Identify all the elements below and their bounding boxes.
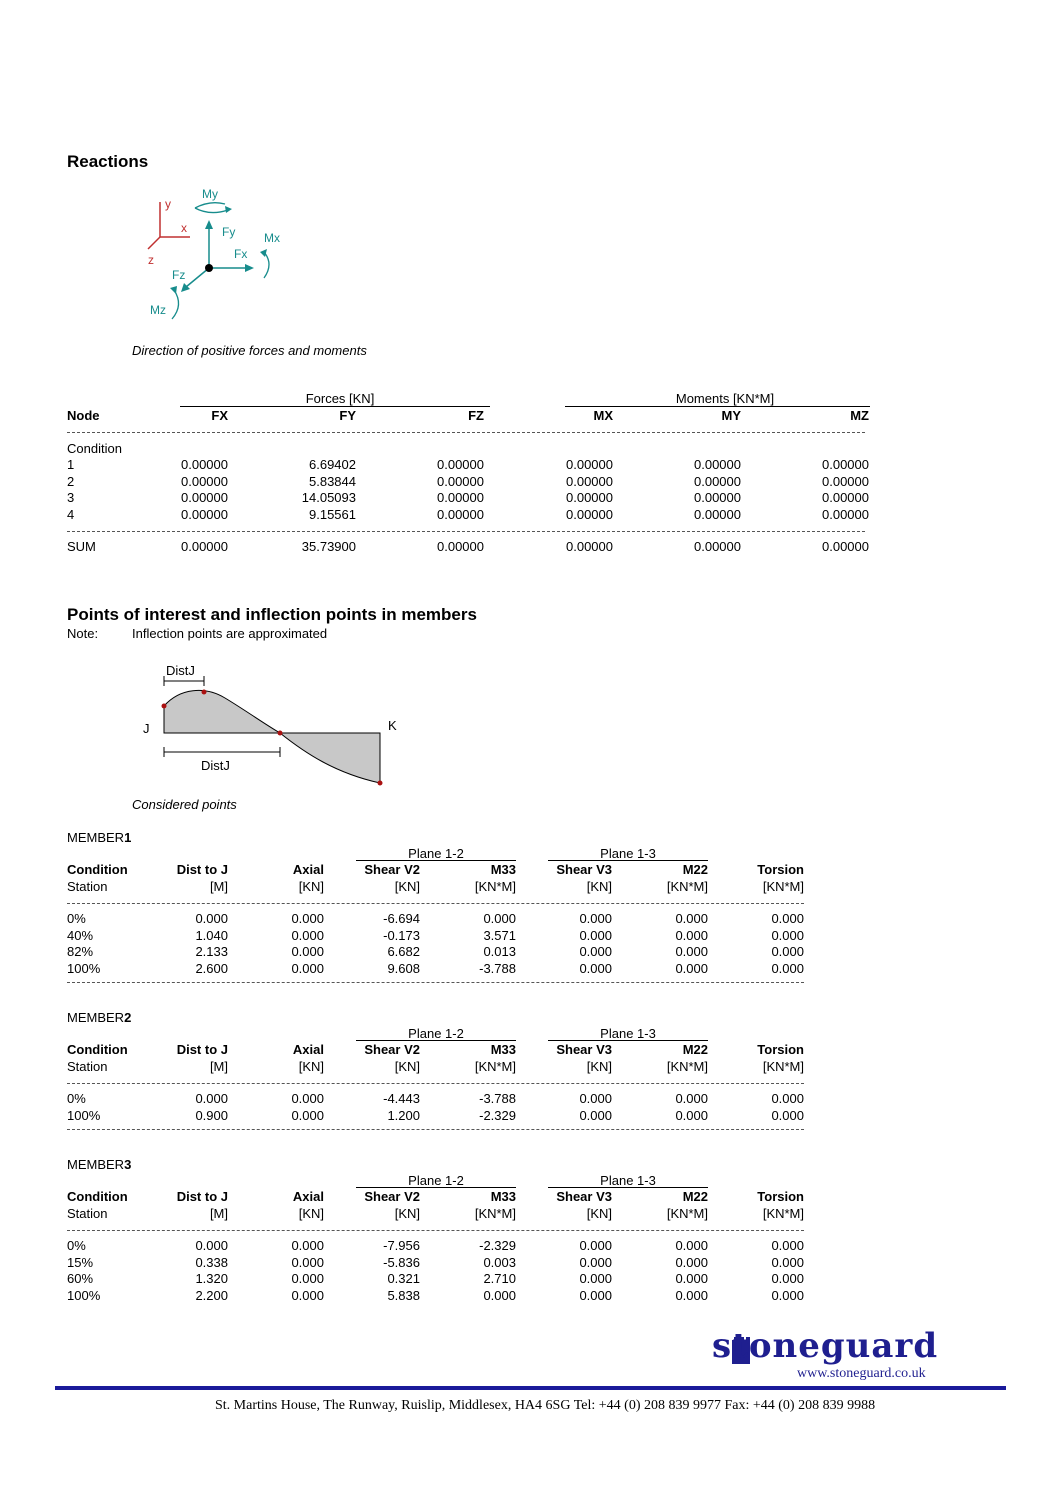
- mx-label: Mx: [264, 231, 280, 245]
- station: 100%: [67, 960, 101, 976]
- reaction-value: 0.00000: [822, 457, 869, 472]
- sum-label: SUM: [67, 539, 96, 554]
- member-value: 0.000: [291, 944, 324, 959]
- node-id: 3: [67, 490, 75, 505]
- header-col: Dist to J: [176, 1042, 228, 1057]
- member-value: 0.338: [195, 1254, 228, 1270]
- member-value: 1.200: [387, 1107, 420, 1123]
- member-value: 0.000: [771, 1287, 804, 1303]
- header-unit: [KN*M]: [474, 1206, 516, 1221]
- member-value: 1.040: [195, 927, 228, 943]
- reaction-value: 0.00000: [437, 506, 484, 522]
- header-col: Shear V2: [364, 1189, 420, 1204]
- member-value: 0.000: [579, 927, 612, 943]
- member-value: 0.000: [291, 911, 324, 926]
- reaction-value: 0.00000: [822, 506, 869, 522]
- member-label: [67, 830, 131, 846]
- reactions-title: Reactions: [67, 152, 149, 171]
- header-col: Dist to J: [176, 1189, 228, 1204]
- member-value: 2.133: [195, 944, 228, 959]
- station: 82%: [67, 944, 94, 959]
- station: 15%: [67, 1254, 94, 1270]
- member-value: 2.200: [195, 1287, 228, 1303]
- node-id: 2: [67, 473, 75, 489]
- header-my: MY: [721, 408, 741, 423]
- header-mz: MZ: [850, 408, 869, 423]
- fy-label: Fy: [222, 225, 236, 239]
- sum-value: 0.00000: [181, 539, 228, 554]
- member-value: -3.788: [479, 1091, 516, 1106]
- plane-1-2-header: Plane 1-2: [408, 1173, 464, 1188]
- reaction-value: 0.00000: [822, 490, 869, 505]
- member-value: 0.000: [483, 1287, 516, 1303]
- reaction-value: 0.00000: [181, 473, 228, 489]
- header-col: Shear V3: [556, 1042, 612, 1057]
- member-value: 0.000: [771, 927, 804, 943]
- member-value: -2.329: [479, 1238, 516, 1253]
- header-col: M22: [682, 1189, 708, 1204]
- forces-group-header: Forces [KN]: [305, 391, 375, 406]
- header-col: M33: [490, 1189, 516, 1204]
- reaction-value: 0.00000: [822, 473, 869, 489]
- station: 0%: [67, 1238, 86, 1253]
- member-value: 0.000: [771, 1107, 804, 1123]
- header-unit: [KN*M]: [666, 1059, 708, 1074]
- member-value: 0.000: [291, 1107, 324, 1123]
- station: 100%: [67, 1107, 101, 1123]
- sum-value: 0.00000: [694, 539, 741, 554]
- footer-divider: [55, 1386, 1006, 1390]
- header-node: Node: [67, 408, 100, 423]
- reaction-value: 0.00000: [437, 490, 484, 505]
- member-value: 9.608: [387, 960, 420, 976]
- header-col: Shear V2: [364, 862, 420, 877]
- reaction-value: 0.00000: [694, 490, 741, 505]
- mz-label: Mz: [150, 303, 166, 317]
- reaction-value: 0.00000: [437, 457, 484, 472]
- member-value: 0.000: [675, 1254, 708, 1270]
- header-unit: [KN]: [298, 1059, 324, 1074]
- footer-address: St. Martins House, The Runway, Ruislip, Middlesex, HA4 6SG Tel: +44 (0) 208 839 9977 Fax: +44 (0) 208 839 9988: [215, 1398, 876, 1413]
- member-value: 0.000: [771, 911, 804, 926]
- considered-points-diagram: [135, 658, 415, 793]
- member-label-text: MEMBER: [67, 830, 125, 845]
- header-fy: FY: [339, 408, 356, 423]
- member-number: 2: [124, 1010, 132, 1025]
- header-unit: [KN]: [586, 1206, 612, 1221]
- member-value: 0.000: [195, 1091, 228, 1106]
- header-col: M22: [682, 1042, 708, 1057]
- sum-value: 0.00000: [566, 539, 613, 554]
- reaction-value: 0.00000: [566, 506, 613, 522]
- header-col: Axial: [292, 862, 324, 877]
- header-unit: [KN]: [298, 1206, 324, 1221]
- header-col: M33: [490, 1042, 516, 1057]
- header-unit: [KN*M]: [762, 1059, 804, 1074]
- reaction-value: 0.00000: [566, 473, 613, 489]
- header-col: Shear V3: [556, 1189, 612, 1204]
- header-unit: [KN*M]: [762, 1206, 804, 1221]
- plane-1-3-header: Plane 1-3: [600, 846, 656, 861]
- member-value: 0.000: [195, 911, 228, 926]
- header-fx: FX: [211, 408, 228, 423]
- header-unit: [KN*M]: [762, 879, 804, 894]
- member-value: 0.003: [483, 1254, 516, 1270]
- member-value: 0.000: [771, 960, 804, 976]
- member-value: 0.000: [675, 1271, 708, 1286]
- member-value: 0.000: [195, 1238, 228, 1253]
- points-title: Points of interest and inflection points in members: [67, 605, 477, 624]
- my-label: My: [202, 187, 218, 201]
- member-value: 0.000: [675, 927, 708, 943]
- member-value: 0.000: [291, 960, 324, 976]
- reaction-value: 0.00000: [181, 506, 228, 522]
- member-value: 0.013: [483, 944, 516, 959]
- node-id: 4: [67, 506, 75, 522]
- member-label: [67, 1157, 131, 1173]
- reaction-value: 0.00000: [437, 473, 484, 489]
- reaction-value: 0.00000: [694, 457, 741, 472]
- force-direction-diagram: [140, 182, 300, 327]
- fz-label: Fz: [172, 268, 186, 282]
- station: 60%: [67, 1271, 94, 1286]
- header-col: Shear V3: [556, 862, 612, 877]
- header-unit: [KN]: [298, 879, 324, 894]
- sum-value: 35.73900: [301, 539, 356, 554]
- header-condition: Condition: [67, 1189, 128, 1204]
- j-label: J: [143, 721, 150, 736]
- node-id: 1: [67, 457, 75, 472]
- header-col: Torsion: [757, 1189, 804, 1204]
- member-value: -3.788: [479, 960, 516, 976]
- member-value: 0.000: [771, 1254, 804, 1270]
- reaction-value: 0.00000: [694, 506, 741, 522]
- header-station: Station: [67, 1059, 108, 1074]
- member-value: -5.836: [383, 1254, 420, 1270]
- reaction-value: 0.00000: [566, 490, 613, 505]
- member-value: 0.000: [579, 1287, 612, 1303]
- member-value: 0.000: [291, 1238, 324, 1253]
- plane-1-2-header: Plane 1-2: [408, 846, 464, 861]
- reaction-value: 0.00000: [181, 490, 228, 505]
- header-col: Torsion: [757, 1042, 804, 1057]
- station: 0%: [67, 911, 86, 926]
- reaction-value: 6.69402: [309, 457, 356, 472]
- fx-label: Fx: [234, 247, 248, 261]
- member-value: 0.000: [771, 1271, 804, 1286]
- header-unit: [KN]: [394, 1206, 420, 1221]
- axis-x-label: x: [181, 221, 187, 235]
- member-value: 0.000: [291, 1271, 324, 1286]
- header-col: Shear V2: [364, 1042, 420, 1057]
- member-value: 0.000: [771, 1238, 804, 1253]
- header-unit: [M]: [209, 879, 228, 894]
- plane-1-2-header: Plane 1-2: [408, 1026, 464, 1041]
- distj-bottom-label: DistJ: [201, 758, 230, 773]
- member-label-text: MEMBER: [67, 1010, 125, 1025]
- member-value: 0.321: [387, 1271, 420, 1286]
- member-value: 0.000: [483, 911, 516, 926]
- member-value: 0.000: [675, 960, 708, 976]
- k-label: K: [388, 718, 397, 733]
- member-value: 0.000: [579, 944, 612, 959]
- member-value: 3.571: [483, 927, 516, 943]
- member-value: 5.838: [387, 1287, 420, 1303]
- reaction-value: 14.05093: [301, 490, 356, 505]
- member-value: 0.000: [579, 911, 612, 926]
- member-value: 1.320: [195, 1271, 228, 1286]
- reaction-value: 5.83844: [309, 473, 356, 489]
- member-value: 0.000: [675, 1238, 708, 1253]
- header-unit: [KN*M]: [474, 879, 516, 894]
- member-value: 2.710: [483, 1271, 516, 1286]
- sum-value: 0.00000: [822, 539, 869, 554]
- reaction-value: 9.15561: [309, 506, 356, 522]
- header-unit: [KN*M]: [666, 1206, 708, 1221]
- member-value: 0.000: [675, 1287, 708, 1303]
- member-value: -2.329: [479, 1107, 516, 1123]
- axis-z-label: z: [148, 253, 154, 267]
- member-value: 0.000: [579, 1107, 612, 1123]
- header-fz: FZ: [468, 408, 484, 423]
- header-col: Torsion: [757, 862, 804, 877]
- member-value: 0.000: [675, 944, 708, 959]
- plane-1-3-header: Plane 1-3: [600, 1173, 656, 1188]
- member-value: 0.000: [291, 1287, 324, 1303]
- header-station: Station: [67, 1206, 108, 1221]
- station: 0%: [67, 1091, 86, 1106]
- reaction-value: 0.00000: [566, 457, 613, 472]
- note-label: Note:: [67, 626, 99, 641]
- axis-y-label: y: [165, 197, 171, 211]
- member-value: 0.000: [579, 1238, 612, 1253]
- member-value: 0.000: [579, 1271, 612, 1286]
- header-unit: [KN*M]: [666, 879, 708, 894]
- header-unit: [KN]: [394, 1059, 420, 1074]
- member-value: 0.000: [675, 911, 708, 926]
- member-value: 0.000: [675, 1091, 708, 1106]
- header-col: M33: [490, 862, 516, 877]
- member-value: 0.000: [291, 927, 324, 943]
- header-col: Axial: [292, 1042, 324, 1057]
- considered-points-caption: Considered points: [132, 797, 237, 812]
- member-value: 0.000: [579, 960, 612, 976]
- distj-top-label: DistJ: [166, 663, 195, 678]
- reactions-diagram-caption: Direction of positive forces and moments: [132, 343, 367, 358]
- member-value: 0.000: [579, 1254, 612, 1270]
- header-unit: [KN*M]: [474, 1059, 516, 1074]
- member-value: -6.694: [383, 911, 420, 926]
- station: 100%: [67, 1287, 101, 1303]
- header-station: Station: [67, 879, 108, 894]
- member-value: 0.000: [675, 1107, 708, 1123]
- header-mx: MX: [593, 408, 613, 423]
- member-value: 0.000: [771, 944, 804, 959]
- reaction-value: 0.00000: [181, 457, 228, 472]
- header-unit: [M]: [209, 1206, 228, 1221]
- member-number: 3: [124, 1157, 132, 1172]
- header-col: M22: [682, 862, 708, 877]
- header-unit: [KN]: [394, 879, 420, 894]
- header-unit: [M]: [209, 1059, 228, 1074]
- member-number: 1: [124, 830, 132, 845]
- reaction-value: 0.00000: [694, 473, 741, 489]
- member-value: -4.443: [383, 1091, 420, 1106]
- member-label: [67, 1010, 131, 1026]
- member-value: 0.000: [291, 1254, 324, 1270]
- header-unit: [KN]: [586, 879, 612, 894]
- sum-value: 0.00000: [437, 539, 484, 554]
- header-unit: [KN]: [586, 1059, 612, 1074]
- header-condition: Condition: [67, 862, 128, 877]
- condition-label: Condition: [67, 441, 122, 456]
- moments-group-header: Moments [KN*M]: [675, 391, 775, 406]
- member-value: 6.682: [387, 944, 420, 959]
- plane-1-3-header: Plane 1-3: [600, 1026, 656, 1041]
- company-url[interactable]: www.stoneguard.co.uk: [797, 1366, 926, 1381]
- member-value: -7.956: [383, 1238, 420, 1253]
- member-value: 0.900: [195, 1107, 228, 1123]
- member-value: 0.000: [291, 1091, 324, 1106]
- member-value: 0.000: [579, 1091, 612, 1106]
- member-value: 0.000: [771, 1091, 804, 1106]
- header-col: Axial: [292, 1189, 324, 1204]
- station: 40%: [67, 927, 94, 943]
- header-condition: Condition: [67, 1042, 128, 1057]
- header-col: Dist to J: [176, 862, 228, 877]
- note-text: Inflection points are approximated: [132, 626, 328, 641]
- member-value: -0.173: [383, 927, 420, 943]
- logo-wordmark: stoneguard: [712, 1326, 939, 1366]
- member-label-text: MEMBER: [67, 1157, 125, 1172]
- member-value: 2.600: [195, 960, 228, 976]
